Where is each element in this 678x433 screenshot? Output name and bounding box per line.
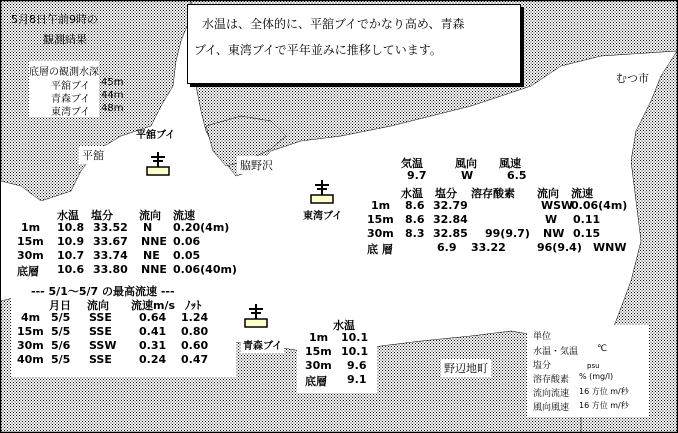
table-cell: 0.24 <box>139 353 167 366</box>
table-cell: 32.85 <box>433 227 468 240</box>
table-cell: 10.7 <box>57 249 85 262</box>
col-header: ﾉｯﾄ <box>185 299 202 312</box>
max-flow-title: --- 5/1～5/7 の最高流速 --- <box>31 285 175 298</box>
air-temp-value: 9.7 <box>407 169 427 182</box>
table-cell: 5/5 <box>51 311 71 324</box>
table-cell: 15m <box>367 213 394 226</box>
table-cell: 0.06 <box>173 235 201 248</box>
table-row <box>11 263 236 277</box>
table-cell: 0.06(4m) <box>571 199 628 212</box>
table-row <box>297 359 377 373</box>
col-header: 流速m/s <box>131 299 176 312</box>
table-cell: 0.80 <box>181 325 209 338</box>
depth-info-title: 底層の観測水深 <box>29 67 99 78</box>
table-cell: WNW <box>593 241 627 254</box>
aomori-table-header <box>297 317 377 331</box>
depth-info-depth-2: 44m <box>101 90 124 101</box>
wind-speed-value: 6.5 <box>507 169 527 182</box>
higashiwan-buoy-icon <box>307 177 337 207</box>
col-header: 流速 <box>571 187 593 200</box>
col-header: 風速 <box>499 157 521 170</box>
aomori-data-panel <box>297 313 377 393</box>
table-cell: 1.24 <box>181 311 209 324</box>
units-label: 塩分 <box>533 361 552 371</box>
higashiwan-weather <box>361 155 631 183</box>
table-row <box>297 373 377 387</box>
col-header: 流向 <box>139 209 161 222</box>
summary-line-2: ブイ、東湾ブイで平年並みに推移しています。 <box>194 43 442 57</box>
units-value: % (mg/l) <box>579 372 614 381</box>
table-cell: 33.74 <box>93 249 128 262</box>
higashiwan-table-header <box>361 185 631 199</box>
units-label: 水温・気温 <box>533 347 579 357</box>
table-row <box>361 213 631 227</box>
table-row <box>297 331 377 345</box>
table-cell: 10.1 <box>341 345 369 358</box>
table-cell: 0.41 <box>139 325 167 338</box>
table-cell: 30m <box>17 249 44 262</box>
table-cell: 33.52 <box>93 221 128 234</box>
depth-info-depth-1: 45m <box>101 77 124 88</box>
table-cell: 32.79 <box>433 199 468 212</box>
summary-box <box>187 4 521 84</box>
table-cell: 9.6 <box>347 359 367 372</box>
table-cell: 40m <box>17 353 44 366</box>
table-cell: 6.9 <box>437 241 457 254</box>
higashiwan-buoy-label: 東湾ブイ <box>301 206 344 223</box>
table-cell: 底 層 <box>367 243 393 256</box>
units-value: 16 方位 m/秒 <box>579 387 629 396</box>
col-header: 塩分 <box>91 209 113 222</box>
depth-info-box <box>29 61 124 118</box>
table-row <box>11 249 236 263</box>
table-cell: 15m <box>305 345 332 358</box>
observation-date: 5月8日午前9時の <box>11 13 98 26</box>
table-cell: 0.20(4m) <box>173 221 230 234</box>
col-header: 流速 <box>173 209 195 222</box>
depth-info-buoy-3: 東湾ブイ <box>51 107 91 118</box>
table-row <box>11 221 236 235</box>
units-value: ℃ <box>597 344 608 354</box>
table-cell: 0.31 <box>139 339 167 352</box>
table-cell: NNE <box>141 263 167 276</box>
aomori-buoy-icon <box>241 301 271 331</box>
table-cell: 33.67 <box>93 235 128 248</box>
units-label: 風向風速 <box>533 403 570 413</box>
table-cell: SSE <box>89 325 112 338</box>
col-header: 流向 <box>537 187 559 200</box>
col-header: 風向 <box>455 157 477 170</box>
table-row <box>11 235 236 249</box>
table-cell: 底層 <box>17 265 39 278</box>
table-cell: 5/5 <box>51 325 71 338</box>
table-row <box>11 325 236 339</box>
table-row <box>361 199 631 213</box>
table-cell: 8.3 <box>405 227 425 240</box>
hiradate-data-panel <box>11 201 236 377</box>
weather-values <box>361 169 631 183</box>
max-flow-header <box>11 297 236 311</box>
aomori-table <box>297 317 377 387</box>
place-wakinosawa: 脇野沢 <box>237 156 276 174</box>
table-row <box>297 345 377 359</box>
table-cell: 33.80 <box>93 263 128 276</box>
table-cell: 32.84 <box>433 213 468 226</box>
higashiwan-data-panel <box>361 151 631 267</box>
table-cell: 15m <box>17 235 44 248</box>
table-cell: 底層 <box>305 375 327 388</box>
aomori-buoy-label: 青森ブイ <box>241 336 284 353</box>
table-cell: 1m <box>371 199 391 212</box>
units-value: 16 方位 m/秒 <box>579 401 629 410</box>
col-header: 水温 <box>57 209 79 222</box>
table-cell: 8.6 <box>405 199 425 212</box>
table-cell: 15m <box>17 325 44 338</box>
table-cell: 0.47 <box>181 353 209 366</box>
table-cell: SSW <box>89 339 117 352</box>
table-cell: NNE <box>141 235 167 248</box>
table-row <box>11 339 236 353</box>
units-title: 単位 <box>533 332 552 342</box>
table-cell: W <box>545 213 558 226</box>
units-label: 流向流速 <box>533 389 570 399</box>
max-flow-table <box>11 297 236 367</box>
table-cell: 5/5 <box>51 353 71 366</box>
table-cell: 9.1 <box>347 373 367 386</box>
table-cell: 99(9.7) <box>485 227 530 240</box>
col-header: 水温 <box>401 187 423 200</box>
table-row <box>361 241 631 255</box>
hiradate-table-header <box>11 207 236 221</box>
table-cell: 1m <box>21 221 41 234</box>
table-cell: N <box>143 221 153 234</box>
table-cell: 1m <box>309 331 329 344</box>
place-mutsu: むつ市 <box>613 69 652 87</box>
hiradate-buoy-label: 平舘ブイ <box>136 130 176 141</box>
col-header: 流向 <box>87 299 109 312</box>
table-cell: 0.06(40m) <box>173 263 237 276</box>
col-header: 水温 <box>333 319 355 332</box>
depth-info-buoy-2: 青森ブイ <box>51 94 91 105</box>
table-cell: 0.11 <box>573 213 601 226</box>
table-cell: 0.15 <box>573 227 601 240</box>
table-cell: 96(9.4) <box>537 241 582 254</box>
table-row <box>11 353 236 367</box>
col-header: 溶存酸素 <box>471 187 515 200</box>
units-value: psu <box>587 362 600 370</box>
table-cell: 33.22 <box>471 241 506 254</box>
table-cell: 5/6 <box>51 339 71 352</box>
higashiwan-table <box>361 185 631 255</box>
weather-header <box>361 155 631 169</box>
table-cell: 10.8 <box>57 221 85 234</box>
table-cell: 30m <box>367 227 394 240</box>
table-cell: 4m <box>21 311 41 324</box>
table-cell: 8.6 <box>405 213 425 226</box>
units-label: 溶存酸素 <box>533 375 570 385</box>
observation-title: 観測結果 <box>43 33 87 46</box>
table-cell: 10.6 <box>57 263 85 276</box>
col-header: 塩分 <box>435 187 457 200</box>
units-legend <box>527 325 649 417</box>
wind-dir-value: W <box>461 169 474 182</box>
table-cell: 30m <box>17 339 44 352</box>
table-cell: 0.60 <box>181 339 209 352</box>
place-hiradate: 平舘 <box>79 146 107 164</box>
place-noheji: 野辺地町 <box>441 359 491 377</box>
table-cell: SSE <box>89 311 112 324</box>
depth-info-buoy-1: 平舘ブイ <box>51 81 91 92</box>
table-cell: NW <box>543 227 565 240</box>
col-header: 月日 <box>49 299 71 312</box>
table-cell: WSW <box>541 199 574 212</box>
table-cell: 0.05 <box>173 249 201 262</box>
table-cell: SSE <box>89 353 112 366</box>
table-row <box>361 227 631 241</box>
table-cell: NE <box>143 249 160 262</box>
col-header: 気温 <box>401 157 423 170</box>
table-cell: 0.64 <box>139 311 167 324</box>
hiradate-buoy-icon <box>143 149 173 179</box>
summary-line-1: 水温は、全体的に、平舘ブイでかなり高め、青森 <box>202 17 465 31</box>
depth-info-depth-3: 48m <box>101 103 124 114</box>
table-cell: 30m <box>305 359 332 372</box>
table-cell: 10.1 <box>341 331 369 344</box>
table-row <box>11 311 236 325</box>
table-cell: 10.9 <box>57 235 85 248</box>
hiradate-table <box>11 207 236 277</box>
